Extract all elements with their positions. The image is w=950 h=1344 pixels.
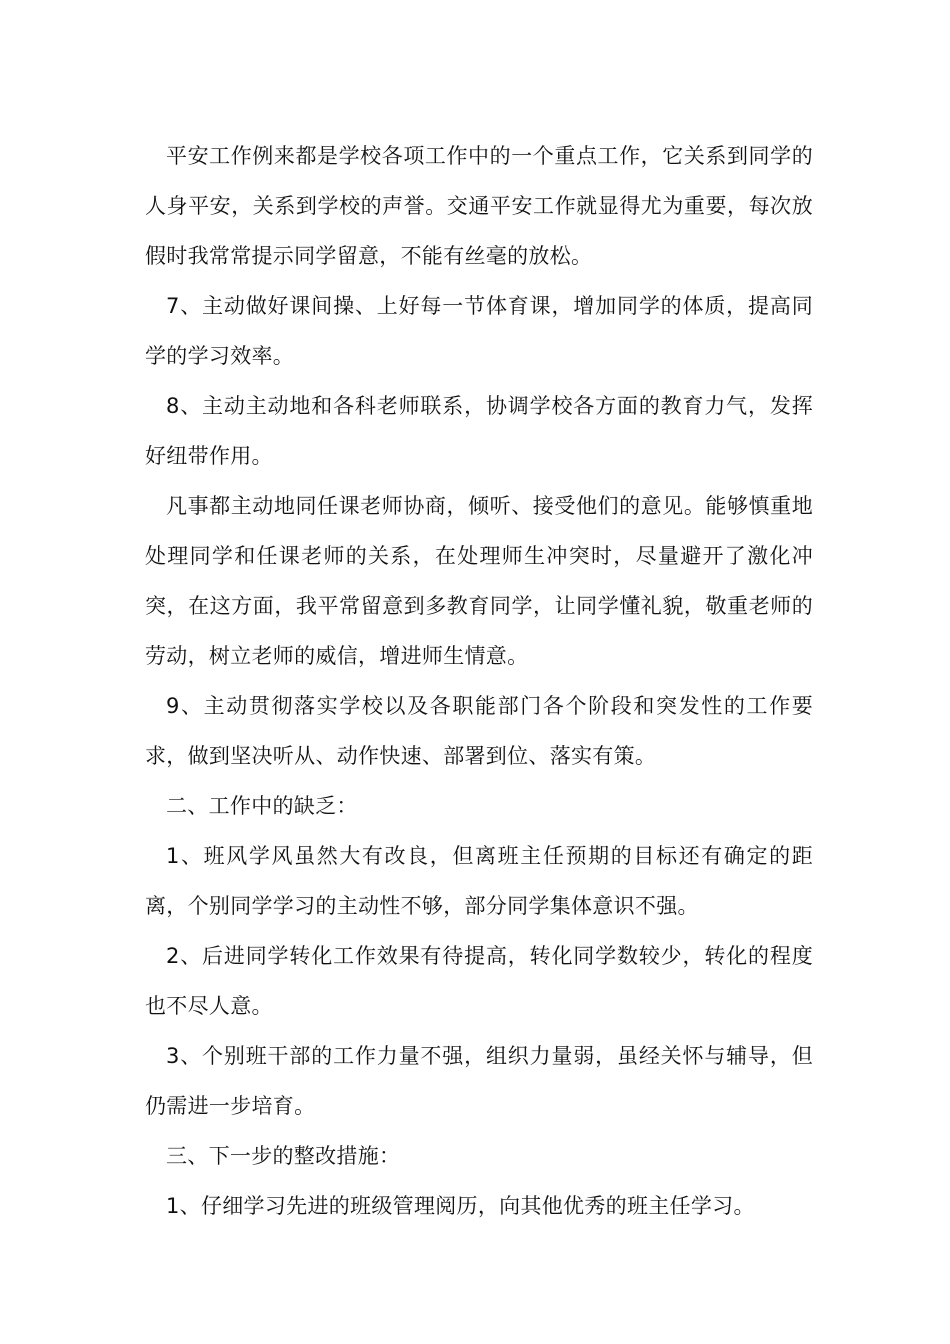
- paragraph-item-7: 7、主动做好课间操、上好每一节体育课，增加同学的体质，提高同学的学习效率。: [145, 294, 813, 368]
- paragraph-teacher-coordination: 凡事都主动地同任课老师协商，倾听、接受他们的意见。能够慎重地处理同学和任课老师的关系，在处理师生冲突时，尽量避开了激化冲突，在这方面，我平常留意到多教育同学，让同学懂礼貌，敬重老师的劳动，树立老师的威信，增进师生情意。: [145, 494, 813, 668]
- paragraph-shortcoming-2: 2、后进同学转化工作效果有待提高，转化同学数较少，转化的程度也不尽人意。: [145, 944, 813, 1018]
- paragraph-item-8: 8、主动主动地和各科老师联系，协调学校各方面的教育力气，发挥好纽带作用。: [145, 394, 813, 468]
- paragraph-next-step-1: 1、仔细学习先进的班级管理阅历，向其他优秀的班主任学习。: [166, 1194, 755, 1218]
- paragraph-safety-work: 平安工作例来都是学校各项工作中的一个重点工作，它关系到同学的人身平安，关系到学校的声誉。交通平安工作就显得尤为重要，每次放假时我常常提示同学留意，不能有丝毫的放松。: [145, 144, 813, 268]
- paragraph-shortcoming-3: 3、个别班干部的工作力量不强，组织力量弱，虽经关怀与辅导，但仍需进一步培育。: [145, 1044, 813, 1118]
- paragraph-shortcoming-1: 1、班风学风虽然大有改良，但离班主任预期的目标还有确定的距离，个别同学学习的主动性不够，部分同学集体意识不强。: [145, 844, 813, 918]
- paragraph-item-9: 9、主动贯彻落实学校以及各职能部门各个阶段和突发性的工作要求，做到坚决听从、动作快速、部署到位、落实有策。: [145, 694, 813, 768]
- document-body: [145, 131, 813, 1231]
- section-heading-next-steps: 三、下一步的整改措施：: [166, 1144, 401, 1168]
- section-heading-shortcomings: 二、工作中的缺乏：: [166, 794, 358, 818]
